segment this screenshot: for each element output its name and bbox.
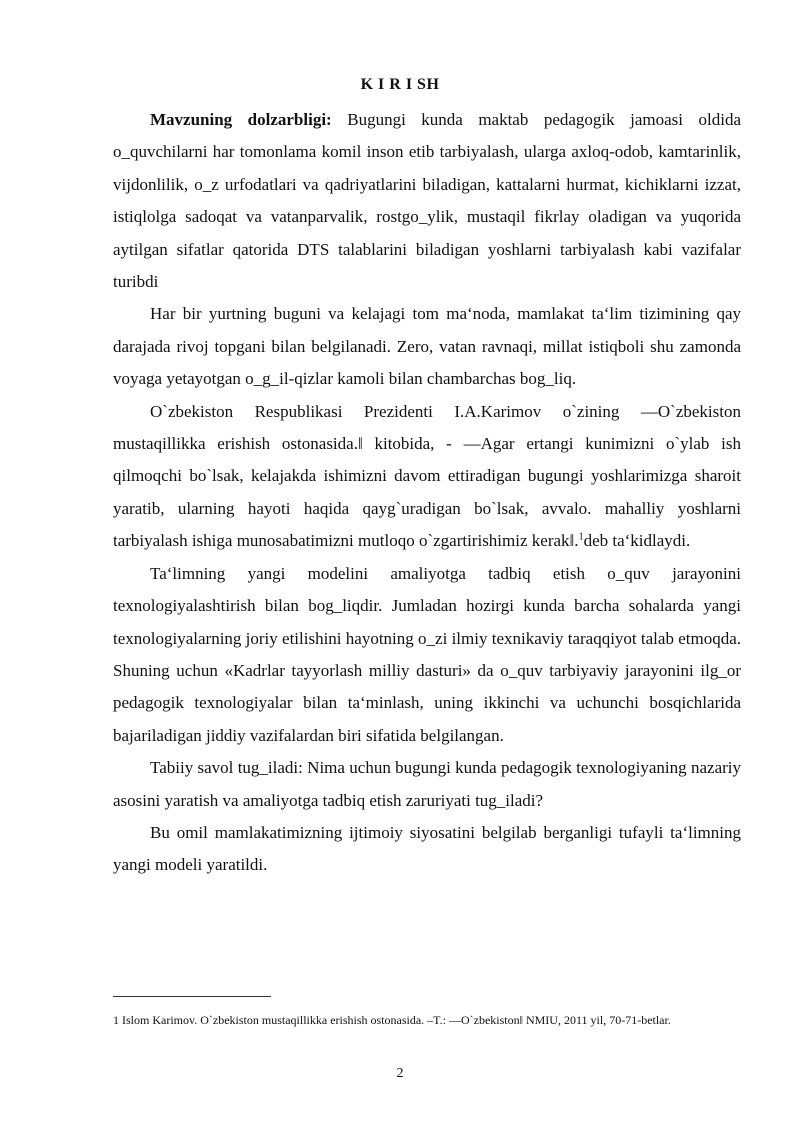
paragraph-conclusion: Bu omil mamlakatimizning ijtimoiy siyosatini belgilab berganligi tufayli ta‘limning yangi modeli yaratildi.	[113, 822, 741, 875]
body-text	[113, 104, 741, 882]
relevance-text: Bugungi kunda maktab pedagogik jamoasi oldida o_quvchilarni har tomonlama komil inson etib tarbiyalash, ularga axloq-odob, kamtarinlik, vijdonlilik, o_z urfodatlari va qadriyatlarini biladigan, kattalarni hurmat, kichiklarni izzat, istiqlolga sadoqat va vatanparvalik, rostgo_ylik, mustaqil fikrlay oladigan va yuqorida aytilgan sifatlar qatorida DTS talablarini biladigan yoshlarni tarbiyalash kabi vazifalar turibdi	[113, 110, 742, 292]
footnote-reference[interactable]: 1	[578, 531, 584, 543]
paragraph-model: Ta‘limning yangi modelini amaliyotga tadbiq etish o_quv jarayonini texnologiyalashtirish bilan bog_liqdir. Jumladan hozirgi kunda barcha sohalarda yangi texnologiyalarning joriy etilishini hayotning o_zi ilmiy texnikaviy taraqqiyot talab etmoqda. Shuning uchun «Kadrlar tayyorlash milliy dasturi» da o_quv tarbiyaviy jarayonini ilg_or pedagogik texnologiyalar bilan ta‘minlash, uning ikkinchi va uchunchi bosqichlarida bajariladigan jiddiy vazifalardan biri sifatida belgilangan.	[113, 563, 741, 745]
paragraph-relevance	[113, 104, 741, 298]
footnote-divider	[113, 996, 271, 997]
quote-tail: deb ta‘kidlaydi.	[583, 531, 691, 551]
page-title: K I R I SH	[360, 76, 440, 93]
paragraph-future: Har bir yurtning buguni va kelajagi tom ma‘noda, mamlakat ta‘lim tizimining qay darajada rivoj topgani bilan belgilanadi. Zero, vatan ravnaqi, millat istiqboli shu zamonda voyaga yetayotgan o_g_il-qizlar kamoli bilan chambarchas bog_liq.	[113, 304, 741, 389]
footnote: 1 Islom Karimov. O`zbekiston mustaqillikka erishish ostonasida. –T.: ―O`zbekiston‖ NMIU, 2011 yil, 70-71-betlar.	[113, 1013, 671, 1027]
relevance-lead: Mavzuning dolzarbligi:	[150, 110, 332, 129]
paragraph-quote	[113, 396, 741, 558]
quote-text: O`zbekiston Respublikasi Prezidenti I.A.Karimov o`zining ―O`zbekiston mustaqillikka erishish ostonasida.‖ kitobida, - ―Agar ertangi kunimizni o`ylab ish qilmoqchi bo`lsak, kelajakda ishimizni davom ettiradigan bugungi yoshlarimizga sharoit yaratib, ularning hayoti haqida qayg`uradigan bo`lsak, avvalo. mahalliy yoshlarni tarbiyalash ishiga munosabatimizni mutloqo o`zgartirishimiz kerak‖.	[113, 401, 741, 551]
page-number: 2	[396, 1066, 404, 1081]
paragraph-question: Tabiiy savol tug_iladi: Nima uchun bugungi kunda pedagogik texnologiyaning nazariy asosini yaratish va amaliyotga tadbiq etish zaruriyati tug_iladi?	[113, 758, 741, 810]
